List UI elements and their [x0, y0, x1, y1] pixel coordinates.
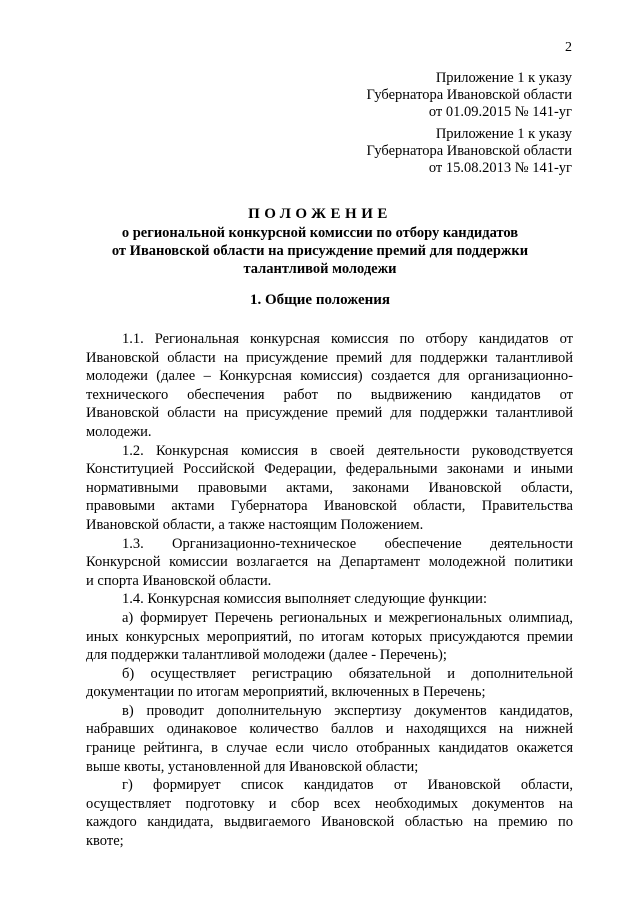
text-line: каждого кандидата, выдвигаемого Ивановской областью на премию по: [86, 814, 573, 831]
document-title: ПОЛОЖЕНИЕ: [248, 206, 392, 222]
text-line: б) осуществляет регистрацию обязательной и дополнительной: [122, 665, 573, 682]
appendix-note-2013: [272, 126, 572, 177]
text-line: границе рейтинга, в случае если число отобранных кандидатов окажется: [86, 740, 573, 757]
subtitle-line: о региональной конкурсной комиссии по отбору кандидатов: [121, 225, 519, 241]
text-line: иных конкурсных мероприятий, по итогам которых присуждаются премии: [86, 628, 573, 645]
text-line: 1.2. Конкурсная комиссия в своей деятельности руководствуется: [122, 442, 573, 459]
appendix-line: Губернатора Ивановской области: [366, 143, 572, 159]
appendix-line: от 15.08.2013 № 141-уг: [428, 160, 572, 176]
text-line: 1.4. Конкурсная комиссия выполняет следующие функции:: [122, 591, 487, 608]
document-body: [86, 330, 573, 851]
document-subtitle: [70, 224, 570, 278]
text-line: документации по итогам мероприятий, включенных в Перечень;: [86, 684, 486, 701]
page-number: 2: [565, 40, 572, 55]
text-line: правовыми актами Губернатора Ивановской области, Правительства: [86, 498, 573, 515]
text-line: Конкурсной комиссии возлагается на Департамент молодежной политики: [86, 554, 573, 571]
appendix-line: Губернатора Ивановской области: [366, 87, 572, 103]
text-line: Конституцией Российской Федерации, федеральными законами и иными: [86, 461, 573, 478]
text-line: Ивановской области на присуждение премий для поддержки талантливой: [86, 405, 573, 422]
appendix-line: Приложение 1 к указу: [435, 70, 572, 86]
text-line: 1.3. Организационно-техническое обеспечение деятельности: [122, 535, 573, 552]
text-line: а) формирует Перечень региональных и межрегиональных олимпиад,: [122, 609, 573, 626]
subtitle-line: талантливой молодежи: [243, 261, 397, 277]
text-line: Ивановской области, а также настоящим Положением.: [86, 516, 424, 533]
text-line: молодежи (далее – Конкурсная комиссия) создается для организационно-: [86, 368, 573, 385]
section-heading: 1. Общие положения: [249, 292, 391, 308]
text-line: выше квоты, установленной для Ивановской области;: [86, 758, 419, 775]
text-line: осуществляет подготовку и сбор всех необходимых документов на: [86, 795, 573, 812]
text-line: в) проводит дополнительную экспертизу документов кандидатов,: [122, 702, 573, 719]
text-line: молодежи.: [86, 423, 152, 440]
document-title-block: [70, 204, 570, 278]
text-line: г) формирует список кандидатов от Ивановской области,: [122, 777, 573, 794]
appendix-line: Приложение 1 к указу: [435, 126, 572, 142]
appendix-line: от 01.09.2015 № 141-уг: [428, 104, 572, 120]
text-line: Ивановской области на присуждение премий для поддержки талантливой: [86, 349, 573, 366]
text-line: нормативными правовыми актами, законами Ивановской области,: [86, 479, 573, 496]
text-line: 1.1. Региональная конкурсная комиссия по отбору кандидатов от: [122, 331, 573, 347]
text-line: технического обеспечения работ по выдвижению кандидатов от: [86, 386, 573, 403]
subtitle-line: от Ивановской области на присуждение премий для поддержки: [111, 243, 529, 259]
text-line: и спорта Ивановской области.: [86, 572, 272, 589]
text-line: для поддержки талантливой молодежи (далее - Перечень);: [86, 647, 447, 664]
text-line: набравших одинаковое количество баллов и находящихся на нижней: [86, 721, 573, 738]
text-line: квоте;: [86, 833, 124, 850]
appendix-note-2015: [272, 70, 572, 121]
